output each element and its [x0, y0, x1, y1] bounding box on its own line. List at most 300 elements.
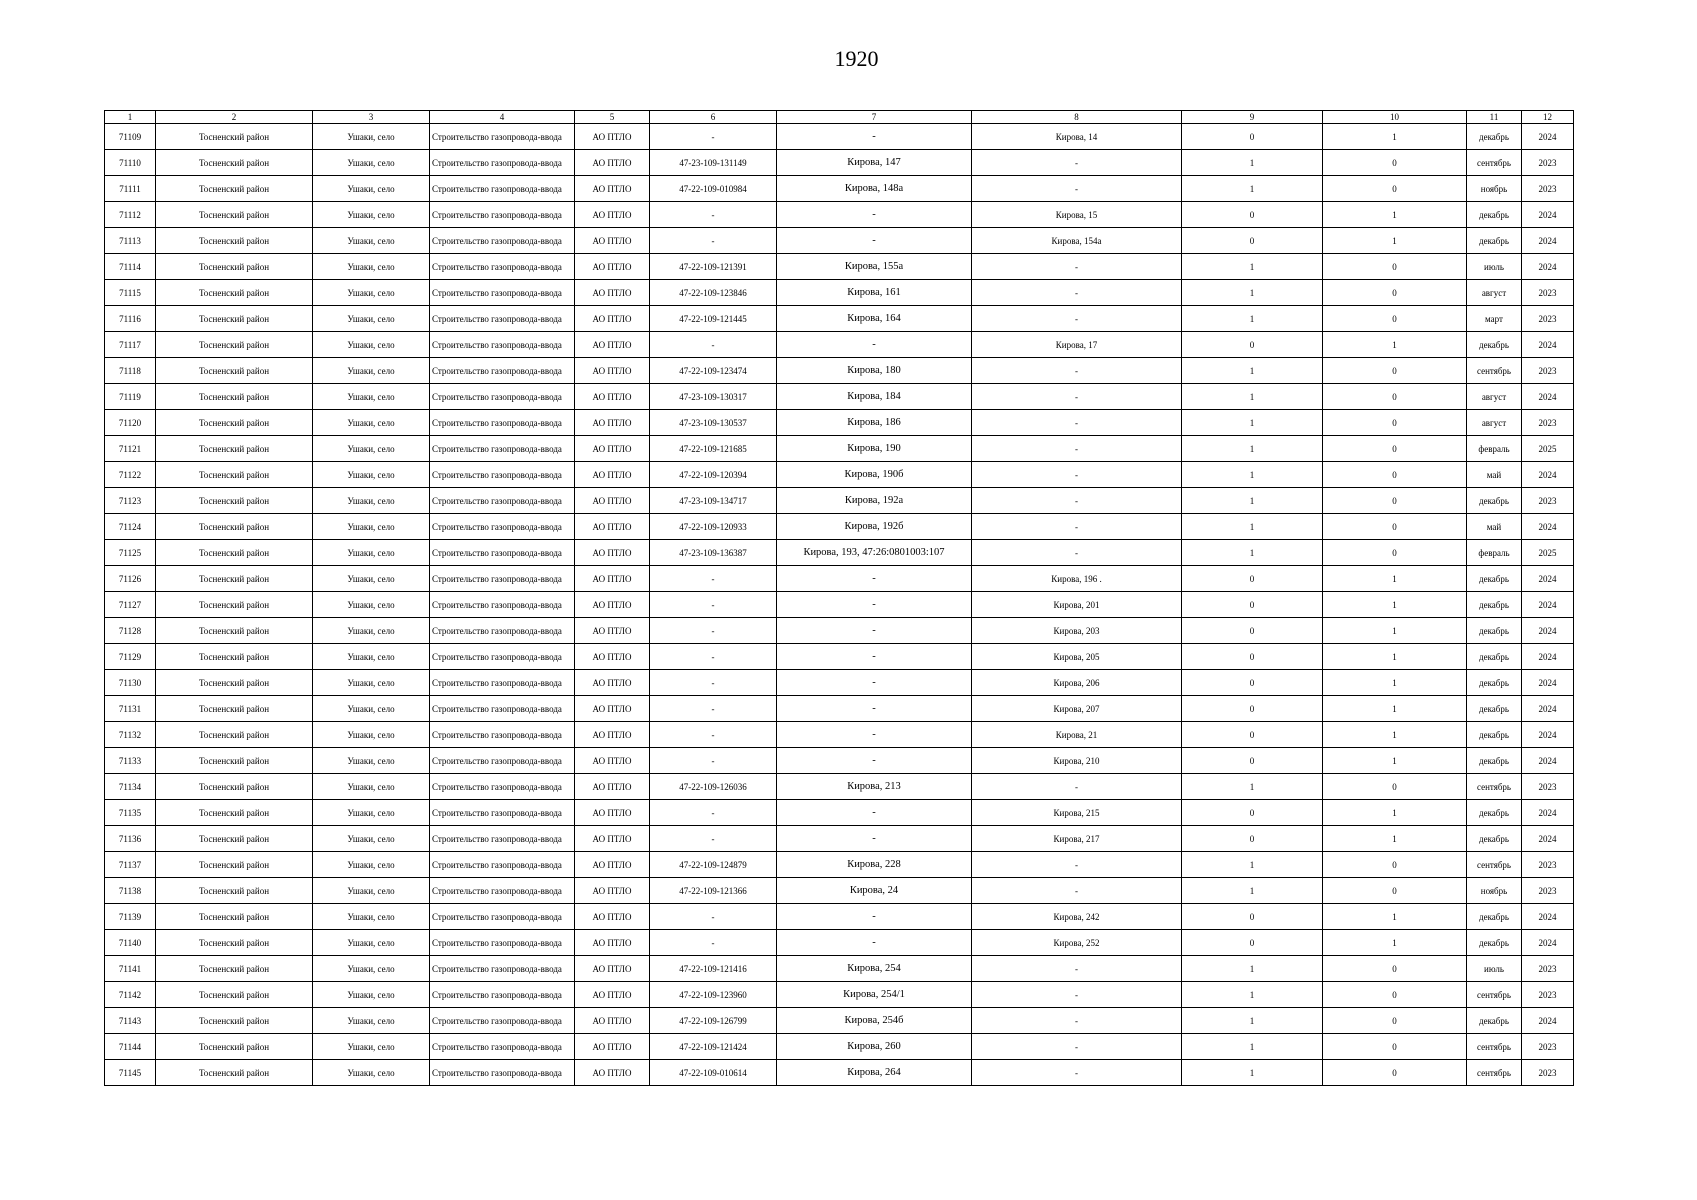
cell-settlement: Ушаки, село — [313, 1008, 430, 1034]
table-row — [105, 696, 1574, 722]
cell-year: 2024 — [1522, 618, 1574, 644]
cell-work-type: Строительство газопровода-ввода — [430, 410, 575, 436]
cell-settlement: Ушаки, село — [313, 540, 430, 566]
cell-address-applicant: - — [777, 670, 972, 696]
cell-month: декабрь — [1467, 904, 1522, 930]
cell-address-applicant: Кирова, 228 — [777, 852, 972, 878]
cell-organization: АО ПТЛО — [575, 410, 650, 436]
cell-application-number: 47-22-109-010984 — [650, 176, 777, 202]
table-row — [105, 670, 1574, 696]
cell-district: Тосненский район — [156, 1008, 313, 1034]
cell-application-number: - — [650, 722, 777, 748]
cell-count-b: 1 — [1323, 930, 1467, 956]
cell-application-number: 47-23-109-130317 — [650, 384, 777, 410]
cell-row-number: 71121 — [105, 436, 156, 462]
table-row — [105, 1034, 1574, 1060]
cell-month: сентябрь — [1467, 1060, 1522, 1086]
cell-organization: АО ПТЛО — [575, 852, 650, 878]
cell-address-applicant: - — [777, 800, 972, 826]
cell-work-type: Строительство газопровода-ввода — [430, 488, 575, 514]
cell-work-type: Строительство газопровода-ввода — [430, 1060, 575, 1086]
cell-month: сентябрь — [1467, 982, 1522, 1008]
cell-count-b: 0 — [1323, 462, 1467, 488]
cell-address-object: Кирова, 207 — [972, 696, 1182, 722]
table-row — [105, 306, 1574, 332]
cell-year: 2024 — [1522, 722, 1574, 748]
cell-count-b: 0 — [1323, 774, 1467, 800]
cell-count-b: 0 — [1323, 488, 1467, 514]
cell-application-number: 47-22-109-121416 — [650, 956, 777, 982]
cell-settlement: Ушаки, село — [313, 696, 430, 722]
cell-address-object: - — [972, 436, 1182, 462]
cell-row-number: 71110 — [105, 150, 156, 176]
cell-year: 2024 — [1522, 696, 1574, 722]
table-row — [105, 982, 1574, 1008]
cell-address-applicant: - — [777, 566, 972, 592]
cell-organization: АО ПТЛО — [575, 124, 650, 150]
cell-settlement: Ушаки, село — [313, 722, 430, 748]
cell-organization: АО ПТЛО — [575, 1060, 650, 1086]
cell-organization: АО ПТЛО — [575, 540, 650, 566]
cell-district: Тосненский район — [156, 878, 313, 904]
cell-row-number: 71132 — [105, 722, 156, 748]
cell-organization: АО ПТЛО — [575, 566, 650, 592]
cell-settlement: Ушаки, село — [313, 514, 430, 540]
cell-address-object: Кирова, 242 — [972, 904, 1182, 930]
cell-count-b: 1 — [1323, 228, 1467, 254]
cell-settlement: Ушаки, село — [313, 124, 430, 150]
cell-month: март — [1467, 306, 1522, 332]
cell-settlement: Ушаки, село — [313, 384, 430, 410]
cell-month: декабрь — [1467, 696, 1522, 722]
column-header-1: 1 — [105, 111, 156, 124]
cell-organization: АО ПТЛО — [575, 956, 650, 982]
cell-count-a: 1 — [1182, 410, 1323, 436]
cell-organization: АО ПТЛО — [575, 722, 650, 748]
cell-application-number: - — [650, 644, 777, 670]
cell-address-applicant: - — [777, 644, 972, 670]
cell-settlement: Ушаки, село — [313, 306, 430, 332]
cell-settlement: Ушаки, село — [313, 826, 430, 852]
cell-settlement: Ушаки, село — [313, 436, 430, 462]
cell-count-a: 1 — [1182, 1060, 1323, 1086]
cell-organization: АО ПТЛО — [575, 306, 650, 332]
cell-application-number: 47-22-109-120933 — [650, 514, 777, 540]
cell-year: 2024 — [1522, 332, 1574, 358]
cell-work-type: Строительство газопровода-ввода — [430, 540, 575, 566]
cell-district: Тосненский район — [156, 982, 313, 1008]
cell-address-applicant: Кирова, 190б — [777, 462, 972, 488]
cell-work-type: Строительство газопровода-ввода — [430, 566, 575, 592]
cell-district: Тосненский район — [156, 436, 313, 462]
cell-row-number: 71111 — [105, 176, 156, 202]
cell-month: декабрь — [1467, 644, 1522, 670]
cell-row-number: 71109 — [105, 124, 156, 150]
cell-count-b: 1 — [1323, 124, 1467, 150]
column-header-2: 2 — [156, 111, 313, 124]
table-row — [105, 488, 1574, 514]
column-header-5: 5 — [575, 111, 650, 124]
cell-count-a: 0 — [1182, 904, 1323, 930]
cell-year: 2024 — [1522, 228, 1574, 254]
cell-month: декабрь — [1467, 748, 1522, 774]
cell-address-object: Кирова, 215 — [972, 800, 1182, 826]
cell-address-applicant: Кирова, 264 — [777, 1060, 972, 1086]
cell-year: 2024 — [1522, 644, 1574, 670]
cell-year: 2024 — [1522, 904, 1574, 930]
cell-address-object: - — [972, 176, 1182, 202]
cell-address-object: Кирова, 210 — [972, 748, 1182, 774]
cell-settlement: Ушаки, село — [313, 176, 430, 202]
column-header-9: 9 — [1182, 111, 1323, 124]
table-row — [105, 618, 1574, 644]
cell-settlement: Ушаки, село — [313, 228, 430, 254]
cell-count-b: 0 — [1323, 878, 1467, 904]
cell-organization: АО ПТЛО — [575, 436, 650, 462]
cell-organization: АО ПТЛО — [575, 800, 650, 826]
cell-month: декабрь — [1467, 1008, 1522, 1034]
cell-work-type: Строительство газопровода-ввода — [430, 956, 575, 982]
cell-organization: АО ПТЛО — [575, 878, 650, 904]
column-header-11: 11 — [1467, 111, 1522, 124]
cell-organization: АО ПТЛО — [575, 462, 650, 488]
cell-address-applicant: Кирова, 186 — [777, 410, 972, 436]
cell-district: Тосненский район — [156, 514, 313, 540]
cell-count-b: 1 — [1323, 202, 1467, 228]
cell-month: ноябрь — [1467, 176, 1522, 202]
cell-year: 2023 — [1522, 176, 1574, 202]
cell-count-a: 1 — [1182, 150, 1323, 176]
cell-organization: АО ПТЛО — [575, 202, 650, 228]
cell-settlement: Ушаки, село — [313, 488, 430, 514]
cell-application-number: - — [650, 332, 777, 358]
cell-year: 2024 — [1522, 670, 1574, 696]
cell-settlement: Ушаки, село — [313, 800, 430, 826]
cell-settlement: Ушаки, село — [313, 410, 430, 436]
cell-settlement: Ушаки, село — [313, 644, 430, 670]
cell-application-number: 47-22-109-126036 — [650, 774, 777, 800]
table-row — [105, 150, 1574, 176]
cell-month: февраль — [1467, 436, 1522, 462]
table-row — [105, 878, 1574, 904]
cell-count-a: 1 — [1182, 254, 1323, 280]
cell-district: Тосненский район — [156, 774, 313, 800]
cell-work-type: Строительство газопровода-ввода — [430, 592, 575, 618]
cell-count-b: 0 — [1323, 956, 1467, 982]
cell-count-b: 0 — [1323, 436, 1467, 462]
cell-district: Тосненский район — [156, 748, 313, 774]
cell-year: 2024 — [1522, 748, 1574, 774]
table-row — [105, 358, 1574, 384]
cell-organization: АО ПТЛО — [575, 150, 650, 176]
table-row — [105, 514, 1574, 540]
cell-organization: АО ПТЛО — [575, 592, 650, 618]
table-row — [105, 540, 1574, 566]
cell-work-type: Строительство газопровода-ввода — [430, 280, 575, 306]
cell-address-applicant: Кирова, 254б — [777, 1008, 972, 1034]
cell-settlement: Ушаки, село — [313, 774, 430, 800]
cell-work-type: Строительство газопровода-ввода — [430, 774, 575, 800]
cell-address-applicant: - — [777, 748, 972, 774]
data-table — [104, 110, 1574, 1086]
cell-application-number: - — [650, 930, 777, 956]
cell-settlement: Ушаки, село — [313, 956, 430, 982]
cell-year: 2025 — [1522, 540, 1574, 566]
cell-district: Тосненский район — [156, 176, 313, 202]
cell-year: 2024 — [1522, 462, 1574, 488]
cell-district: Тосненский район — [156, 228, 313, 254]
cell-count-a: 1 — [1182, 1034, 1323, 1060]
cell-year: 2024 — [1522, 254, 1574, 280]
cell-count-a: 0 — [1182, 202, 1323, 228]
column-header-4: 4 — [430, 111, 575, 124]
table-row — [105, 462, 1574, 488]
cell-count-a: 0 — [1182, 124, 1323, 150]
cell-year: 2023 — [1522, 878, 1574, 904]
cell-row-number: 71122 — [105, 462, 156, 488]
cell-count-b: 1 — [1323, 670, 1467, 696]
cell-application-number: 47-23-109-134717 — [650, 488, 777, 514]
cell-district: Тосненский район — [156, 124, 313, 150]
cell-year: 2024 — [1522, 202, 1574, 228]
cell-month: декабрь — [1467, 202, 1522, 228]
cell-count-b: 0 — [1323, 514, 1467, 540]
cell-work-type: Строительство газопровода-ввода — [430, 358, 575, 384]
cell-address-applicant: Кирова, 260 — [777, 1034, 972, 1060]
cell-row-number: 71134 — [105, 774, 156, 800]
cell-application-number: - — [650, 904, 777, 930]
cell-address-object: - — [972, 1034, 1182, 1060]
cell-work-type: Строительство газопровода-ввода — [430, 332, 575, 358]
cell-row-number: 71120 — [105, 410, 156, 436]
cell-work-type: Строительство газопровода-ввода — [430, 1034, 575, 1060]
cell-address-object: Кирова, 21 — [972, 722, 1182, 748]
cell-application-number: - — [650, 670, 777, 696]
table-body — [105, 124, 1574, 1086]
cell-district: Тосненский район — [156, 904, 313, 930]
cell-count-a: 1 — [1182, 878, 1323, 904]
cell-count-a: 1 — [1182, 982, 1323, 1008]
cell-count-a: 0 — [1182, 670, 1323, 696]
cell-application-number: 47-22-109-123846 — [650, 280, 777, 306]
cell-address-object: - — [972, 774, 1182, 800]
table-row — [105, 592, 1574, 618]
cell-address-object: Кирова, 205 — [972, 644, 1182, 670]
cell-address-object: - — [972, 358, 1182, 384]
cell-settlement: Ушаки, село — [313, 1034, 430, 1060]
cell-application-number: - — [650, 748, 777, 774]
cell-count-b: 0 — [1323, 982, 1467, 1008]
cell-year: 2024 — [1522, 384, 1574, 410]
cell-district: Тосненский район — [156, 306, 313, 332]
cell-count-b: 0 — [1323, 150, 1467, 176]
cell-district: Тосненский район — [156, 1060, 313, 1086]
cell-row-number: 71125 — [105, 540, 156, 566]
cell-count-a: 1 — [1182, 436, 1323, 462]
cell-month: декабрь — [1467, 566, 1522, 592]
table-row — [105, 1060, 1574, 1086]
cell-organization: АО ПТЛО — [575, 1008, 650, 1034]
cell-count-a: 1 — [1182, 384, 1323, 410]
cell-count-a: 1 — [1182, 488, 1323, 514]
cell-organization: АО ПТЛО — [575, 228, 650, 254]
table-row — [105, 202, 1574, 228]
cell-month: август — [1467, 280, 1522, 306]
cell-address-object: - — [972, 462, 1182, 488]
cell-count-a: 1 — [1182, 514, 1323, 540]
cell-application-number: 47-22-109-010614 — [650, 1060, 777, 1086]
cell-settlement: Ушаки, село — [313, 280, 430, 306]
cell-row-number: 71124 — [105, 514, 156, 540]
cell-settlement: Ушаки, село — [313, 930, 430, 956]
cell-address-object: - — [972, 306, 1182, 332]
cell-row-number: 71142 — [105, 982, 156, 1008]
cell-district: Тосненский район — [156, 462, 313, 488]
cell-year: 2024 — [1522, 930, 1574, 956]
cell-district: Тосненский район — [156, 358, 313, 384]
table-row — [105, 800, 1574, 826]
cell-work-type: Строительство газопровода-ввода — [430, 800, 575, 826]
cell-count-a: 1 — [1182, 306, 1323, 332]
cell-row-number: 71128 — [105, 618, 156, 644]
cell-settlement: Ушаки, село — [313, 358, 430, 384]
table-row — [105, 124, 1574, 150]
cell-count-b: 0 — [1323, 1034, 1467, 1060]
cell-organization: АО ПТЛО — [575, 384, 650, 410]
cell-application-number: - — [650, 618, 777, 644]
cell-row-number: 71126 — [105, 566, 156, 592]
cell-address-object: - — [972, 150, 1182, 176]
cell-settlement: Ушаки, село — [313, 150, 430, 176]
cell-address-object: - — [972, 540, 1182, 566]
table-row — [105, 748, 1574, 774]
cell-row-number: 71141 — [105, 956, 156, 982]
cell-count-a: 0 — [1182, 722, 1323, 748]
cell-year: 2024 — [1522, 826, 1574, 852]
cell-month: ноябрь — [1467, 878, 1522, 904]
cell-district: Тосненский район — [156, 852, 313, 878]
cell-application-number: - — [650, 800, 777, 826]
cell-row-number: 71133 — [105, 748, 156, 774]
cell-count-a: 1 — [1182, 774, 1323, 800]
column-header-10: 10 — [1323, 111, 1467, 124]
cell-application-number: - — [650, 124, 777, 150]
cell-address-object: - — [972, 514, 1182, 540]
cell-address-applicant: - — [777, 826, 972, 852]
cell-count-a: 0 — [1182, 592, 1323, 618]
cell-count-b: 1 — [1323, 748, 1467, 774]
cell-address-applicant: Кирова, 192б — [777, 514, 972, 540]
cell-year: 2024 — [1522, 124, 1574, 150]
table-row — [105, 852, 1574, 878]
cell-settlement: Ушаки, село — [313, 852, 430, 878]
cell-settlement: Ушаки, село — [313, 670, 430, 696]
cell-address-applicant: - — [777, 722, 972, 748]
cell-row-number: 71113 — [105, 228, 156, 254]
table-row — [105, 1008, 1574, 1034]
cell-row-number: 71123 — [105, 488, 156, 514]
cell-work-type: Строительство газопровода-ввода — [430, 306, 575, 332]
cell-address-applicant: Кирова, 213 — [777, 774, 972, 800]
column-header-3: 3 — [313, 111, 430, 124]
cell-row-number: 71138 — [105, 878, 156, 904]
cell-application-number: 47-23-109-131149 — [650, 150, 777, 176]
cell-row-number: 71144 — [105, 1034, 156, 1060]
cell-count-a: 0 — [1182, 826, 1323, 852]
cell-organization: АО ПТЛО — [575, 644, 650, 670]
cell-count-b: 0 — [1323, 176, 1467, 202]
cell-year: 2024 — [1522, 1008, 1574, 1034]
cell-month: сентябрь — [1467, 150, 1522, 176]
cell-district: Тосненский район — [156, 592, 313, 618]
cell-district: Тосненский район — [156, 410, 313, 436]
cell-work-type: Строительство газопровода-ввода — [430, 618, 575, 644]
table-row — [105, 254, 1574, 280]
cell-settlement: Ушаки, село — [313, 982, 430, 1008]
cell-count-b: 0 — [1323, 384, 1467, 410]
cell-work-type: Строительство газопровода-ввода — [430, 696, 575, 722]
cell-count-b: 1 — [1323, 696, 1467, 722]
cell-district: Тосненский район — [156, 1034, 313, 1060]
cell-address-applicant: - — [777, 696, 972, 722]
table-row — [105, 774, 1574, 800]
cell-count-b: 1 — [1323, 800, 1467, 826]
cell-address-applicant: Кирова, 24 — [777, 878, 972, 904]
cell-settlement: Ушаки, село — [313, 462, 430, 488]
cell-work-type: Строительство газопровода-ввода — [430, 670, 575, 696]
cell-address-applicant: Кирова, 164 — [777, 306, 972, 332]
cell-work-type: Строительство газопровода-ввода — [430, 384, 575, 410]
cell-address-object: - — [972, 852, 1182, 878]
cell-district: Тосненский район — [156, 722, 313, 748]
cell-address-applicant: - — [777, 592, 972, 618]
cell-address-object: Кирова, 15 — [972, 202, 1182, 228]
cell-organization: АО ПТЛО — [575, 748, 650, 774]
cell-organization: АО ПТЛО — [575, 774, 650, 800]
cell-organization: АО ПТЛО — [575, 254, 650, 280]
cell-year: 2023 — [1522, 1034, 1574, 1060]
cell-count-b: 0 — [1323, 1060, 1467, 1086]
cell-address-applicant: Кирова, 254 — [777, 956, 972, 982]
cell-year: 2023 — [1522, 982, 1574, 1008]
cell-settlement: Ушаки, село — [313, 904, 430, 930]
cell-year: 2023 — [1522, 488, 1574, 514]
cell-count-a: 0 — [1182, 618, 1323, 644]
cell-count-b: 1 — [1323, 618, 1467, 644]
cell-count-a: 1 — [1182, 176, 1323, 202]
cell-work-type: Строительство газопровода-ввода — [430, 150, 575, 176]
cell-month: февраль — [1467, 540, 1522, 566]
cell-organization: АО ПТЛО — [575, 826, 650, 852]
cell-row-number: 71143 — [105, 1008, 156, 1034]
cell-year: 2024 — [1522, 566, 1574, 592]
cell-district: Тосненский район — [156, 644, 313, 670]
cell-application-number: - — [650, 696, 777, 722]
table-row — [105, 384, 1574, 410]
cell-organization: АО ПТЛО — [575, 982, 650, 1008]
cell-address-object: Кирова, 196 . — [972, 566, 1182, 592]
cell-month: декабрь — [1467, 800, 1522, 826]
column-header-6: 6 — [650, 111, 777, 124]
cell-work-type: Строительство газопровода-ввода — [430, 1008, 575, 1034]
cell-row-number: 71135 — [105, 800, 156, 826]
cell-count-a: 0 — [1182, 748, 1323, 774]
cell-district: Тосненский район — [156, 384, 313, 410]
cell-organization: АО ПТЛО — [575, 332, 650, 358]
cell-year: 2023 — [1522, 852, 1574, 878]
cell-organization: АО ПТЛО — [575, 488, 650, 514]
cell-year: 2025 — [1522, 436, 1574, 462]
